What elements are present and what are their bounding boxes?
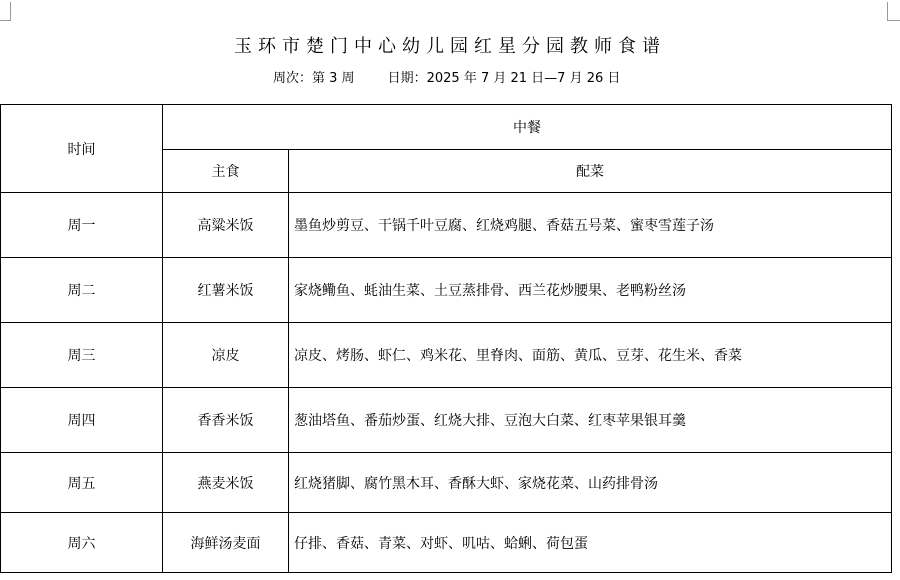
week-label: 周次：第 3 周 <box>273 71 355 86</box>
dishes-cell: 仔排、香菇、青菜、对虾、叽咕、蛤蜊、荷包蛋 <box>289 513 892 573</box>
table-row <box>1 193 892 258</box>
table-row <box>1 513 892 573</box>
header-dishes: 配菜 <box>289 150 892 193</box>
subtitle <box>273 67 620 86</box>
header-meal: 中餐 <box>163 105 892 150</box>
day-cell: 周三 <box>1 323 163 388</box>
table-row <box>1 258 892 323</box>
day-cell: 周二 <box>1 258 163 323</box>
header-staple: 主食 <box>163 150 289 193</box>
dishes-cell: 红烧猪脚、腐竹黑木耳、香酥大虾、家烧花菜、山药排骨汤 <box>289 453 892 513</box>
table-row <box>1 453 892 513</box>
date-label: 日期：2025 年 7 月 21 日—7 月 26 日 <box>387 71 621 86</box>
staple-cell: 海鲜汤麦面 <box>163 513 289 573</box>
day-cell: 周四 <box>1 388 163 453</box>
dishes-cell: 家烧鳓鱼、蚝油生菜、土豆蒸排骨、西兰花炒腰果、老鸭粉丝汤 <box>289 258 892 323</box>
day-cell: 周五 <box>1 453 163 513</box>
day-cell: 周六 <box>1 513 163 573</box>
staple-cell: 燕麦米饭 <box>163 453 289 513</box>
page-title: 玉环市楚门中心幼儿园红星分园教师食谱 <box>234 36 666 57</box>
dishes-cell: 墨鱼炒剪豆、干锅千叶豆腐、红烧鸡腿、香菇五号菜、蜜枣雪莲子汤 <box>289 193 892 258</box>
day-cell: 周一 <box>1 193 163 258</box>
page-corner-mark-left <box>0 2 11 21</box>
table-row <box>1 388 892 453</box>
menu-table <box>0 104 892 573</box>
staple-cell: 红薯米饭 <box>163 258 289 323</box>
table-header-row <box>1 105 892 150</box>
dishes-cell: 葱油塔鱼、番茄炒蛋、红烧大排、豆泡大白菜、红枣苹果银耳羹 <box>289 388 892 453</box>
page-corner-mark-right <box>887 2 900 21</box>
header-time: 时间 <box>1 105 163 193</box>
staple-cell: 高粱米饭 <box>163 193 289 258</box>
staple-cell: 香香米饭 <box>163 388 289 453</box>
staple-cell: 凉皮 <box>163 323 289 388</box>
dishes-cell: 凉皮、烤肠、虾仁、鸡米花、里脊肉、面筋、黄瓜、豆芽、花生米、香菜 <box>289 323 892 388</box>
table-row <box>1 323 892 388</box>
